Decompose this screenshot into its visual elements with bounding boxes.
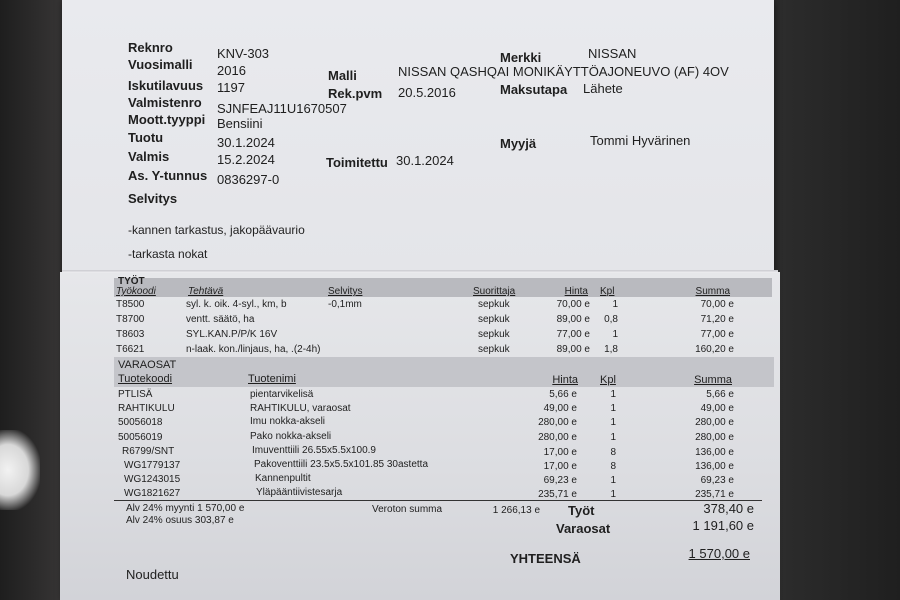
tuotu-label: Tuotu (128, 130, 164, 145)
varaosat-sum: 5,66 e (706, 389, 734, 400)
tyot-qty: 1,8 (604, 344, 618, 355)
varaosat-sum: 49,00 e (700, 403, 734, 414)
tyot-task: n-laak. kon./linjaus, ha, .(2-4h) (186, 344, 321, 355)
tyot-code: T6621 (116, 344, 145, 355)
varaosat-name: pientarvikelisä (250, 389, 314, 400)
tyot-sum: 71,20 e (700, 314, 734, 325)
varaosat-col-price: Hinta (552, 374, 578, 386)
varaosat-price: 69,23 e (543, 475, 577, 486)
tyot-col-qty: Kpl (600, 286, 615, 297)
paper-fold (62, 270, 778, 273)
rekpvm-value: 20.5.2016 (398, 85, 456, 100)
toimitettu-label: Toimitettu (326, 155, 388, 170)
tyot-task: ventt. säätö, ha (186, 314, 255, 325)
tyot-title: TYÖT (118, 276, 145, 287)
tyot-total-value: 378,40 e (703, 501, 754, 516)
varaosat-title: VARAOSAT (118, 359, 177, 371)
tyot-doer: sepkuk (478, 299, 510, 310)
totals-divider (114, 500, 762, 501)
tyot-sum: 70,00 e (700, 299, 734, 310)
ytunnus-label: As. Y-tunnus (128, 168, 208, 183)
valmis-label: Valmis (128, 149, 170, 164)
varaosat-sum: 280,00 e (695, 417, 734, 428)
tyot-col-task: Tehtävä (188, 286, 224, 297)
veroton-label: Veroton summa (372, 504, 443, 515)
moott-label: Moott.tyyppi (128, 112, 206, 127)
toimitettu-value: 30.1.2024 (396, 153, 454, 168)
tyot-sum: 160,20 e (695, 344, 734, 355)
varaosat-sum: 280,00 e (695, 432, 734, 443)
varaosat-price: 235,71 e (538, 489, 577, 500)
varaosat-code: WG1821627 (124, 488, 181, 499)
myyja-label: Myyjä (500, 136, 537, 151)
varaosat-name: Imuventtiili 26.55x5.5x100.9 (252, 445, 376, 456)
tyot-price: 89,00 e (556, 344, 590, 355)
varaosat-col-name: Tuotenimi (248, 373, 296, 385)
iskutilavuus-label: Iskutilavuus (128, 78, 204, 93)
cloth-corner (0, 430, 40, 510)
varaosat-header-band (114, 357, 774, 387)
tyot-qty: 1 (612, 329, 618, 340)
noudettu-label: Noudettu (126, 567, 179, 582)
tyot-qty: 0,8 (604, 314, 618, 325)
maksutapa-label: Maksutapa (500, 82, 568, 97)
varaosat-code: PTLISÄ (118, 389, 153, 400)
tyot-col-code: Työkoodi (116, 286, 156, 297)
varaosat-total-value: 1 191,60 e (692, 518, 754, 533)
tyot-price: 89,00 e (556, 314, 590, 325)
background-right (780, 0, 900, 600)
alv-osuus: Alv 24% osuus 303,87 e (126, 515, 234, 526)
maksutapa-value: Lähete (583, 81, 623, 96)
varaosat-col-code: Tuotekoodi (118, 373, 173, 385)
varaosat-code: 50056018 (118, 417, 163, 428)
malli-label: Malli (328, 68, 357, 83)
tyot-code: T8700 (116, 314, 145, 325)
varaosat-qty: 1 (610, 403, 616, 414)
varaosat-name: RAHTIKULU, varaosat (250, 403, 351, 414)
merkki-label: Merkki (500, 50, 542, 65)
alv-myynti: Alv 24% myynti 1 570,00 e (126, 503, 245, 514)
varaosat-code: WG1779137 (124, 460, 181, 471)
tyot-price: 70,00 e (556, 299, 590, 310)
tyot-code: T8603 (116, 329, 145, 340)
veroton-value: 1 266,13 e (492, 505, 540, 516)
varaosat-name: Pakoventtiili 23.5x5.5x101.85 30astetta (254, 459, 429, 470)
varaosat-qty: 1 (610, 489, 616, 500)
varaosat-price: 17,00 e (543, 461, 577, 472)
tyot-sum: 77,00 e (700, 329, 734, 340)
varaosat-qty: 1 (610, 417, 616, 428)
moott-value: Bensiini (217, 116, 263, 131)
selvitys-line-1: -kannen tarkastus, jakopäävaurio (128, 223, 305, 237)
tyot-total-label: Työt (568, 503, 595, 518)
myyja-value: Tommi Hyvärinen (590, 133, 691, 148)
varaosat-qty: 8 (610, 461, 616, 472)
varaosat-qty: 1 (610, 389, 616, 400)
valmistenro-value: SJNFEAJ11U1670507 (217, 101, 347, 116)
varaosat-sum: 69,23 e (700, 475, 734, 486)
selvitys-label: Selvitys (128, 191, 178, 206)
ytunnus-value: 0836297-0 (217, 172, 280, 187)
malli-value: NISSAN QASHQAI MONIKÄYTTÖAJONEUVO (AF) 4OV (398, 64, 729, 79)
tyot-doer: sepkuk (478, 344, 510, 355)
varaosat-price: 280,00 e (538, 417, 577, 428)
varaosat-name: Kannenpultit (255, 473, 311, 484)
varaosat-col-qty: Kpl (600, 374, 616, 386)
yhteensa-label: YHTEENSÄ (510, 551, 581, 566)
tyot-doer: sepkuk (478, 329, 510, 340)
iskutilavuus-value: 1197 (217, 80, 245, 95)
tyot-price: 77,00 e (556, 329, 590, 340)
varaosat-code: WG1243015 (124, 474, 181, 485)
merkki-value: NISSAN (588, 46, 637, 61)
varaosat-name: Pako nokka-akseli (250, 431, 332, 442)
varaosat-price: 17,00 e (543, 447, 577, 458)
varaosat-name: Yläpääntiivistesarja (256, 487, 343, 498)
varaosat-sum: 136,00 e (695, 461, 734, 472)
varaosat-price: 49,00 e (543, 403, 577, 414)
tyot-qty: 1 (612, 299, 618, 310)
varaosat-qty: 1 (610, 475, 616, 486)
vuosimalli-value: 2016 (217, 63, 246, 78)
varaosat-code: RAHTIKULU (118, 403, 175, 414)
valmis-value: 15.2.2024 (217, 152, 275, 167)
varaosat-qty: 8 (610, 447, 616, 458)
valmistenro-label: Valmistenro (128, 95, 202, 110)
tyot-code: T8500 (116, 299, 145, 310)
varaosat-sum: 235,71 e (695, 489, 734, 500)
tyot-task: SYL.KAN.P/P/K 16V (186, 329, 278, 340)
tyot-selvitys: -0,1mm (328, 299, 362, 310)
varaosat-name: Imu nokka-akseli (250, 416, 326, 427)
yhteensa-value: 1 570,00 e (688, 546, 750, 561)
reknro-value: KNV-303 (217, 46, 270, 61)
tuotu-value: 30.1.2024 (217, 135, 275, 150)
varaosat-qty: 1 (610, 432, 616, 443)
tyot-col-price: Hinta (564, 286, 588, 297)
tyot-task: syl. k. oik. 4-syl., km, b (186, 299, 287, 310)
varaosat-total-label: Varaosat (556, 521, 611, 536)
rekpvm-label: Rek.pvm (328, 86, 383, 101)
varaosat-col-sum: Summa (694, 374, 732, 386)
varaosat-sum: 136,00 e (695, 447, 734, 458)
tyot-doer: sepkuk (478, 314, 510, 325)
tyot-col-selvitys: Selvitys (328, 286, 363, 297)
varaosat-price: 5,66 e (549, 389, 577, 400)
varaosat-price: 280,00 e (538, 432, 577, 443)
tyot-col-sum: Summa (695, 286, 730, 297)
tyot-col-doer: Suorittaja (473, 286, 516, 297)
vuosimalli-label: Vuosimalli (128, 57, 193, 72)
varaosat-code: 50056019 (118, 432, 163, 443)
selvitys-line-2: -tarkasta nokat (128, 247, 208, 261)
reknro-label: Reknro (128, 40, 173, 55)
varaosat-code: R6799/SNT (122, 446, 175, 457)
